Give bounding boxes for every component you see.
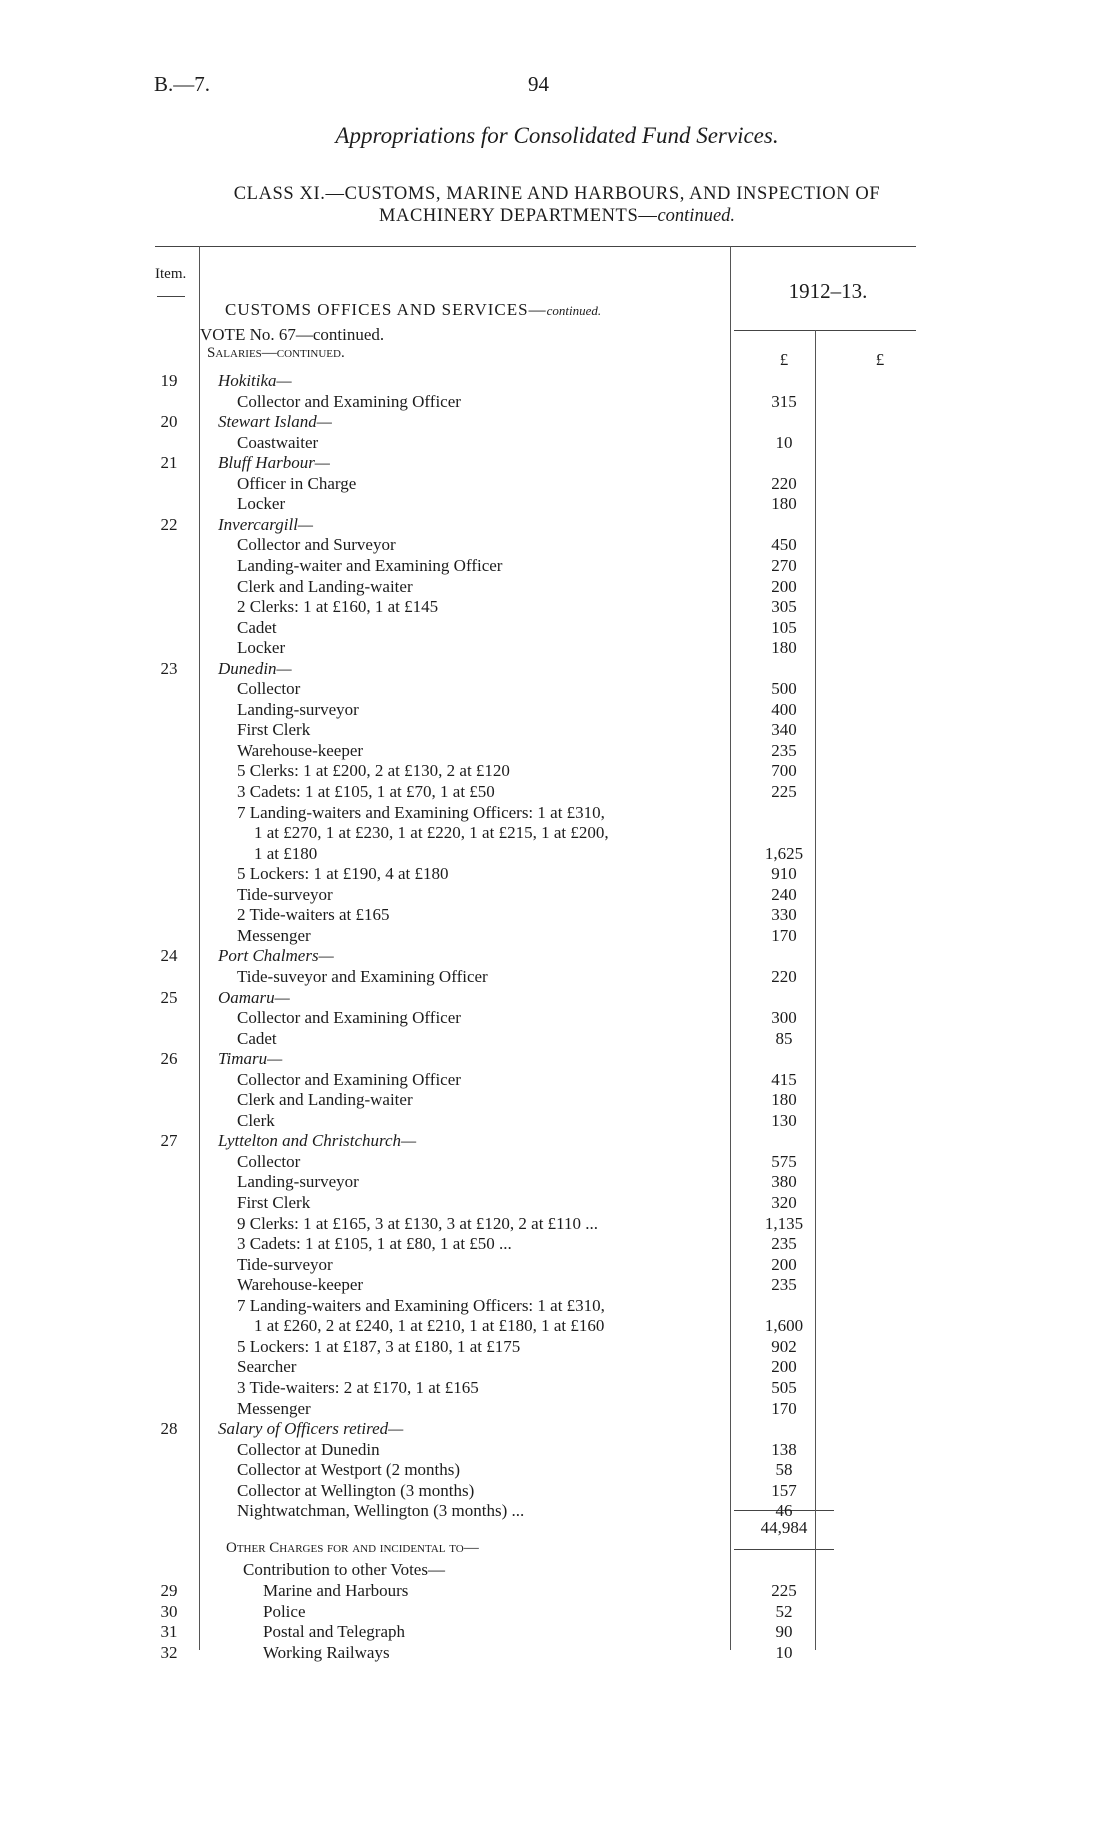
item-description: Locker — [237, 638, 286, 658]
table-row — [0, 392, 1114, 412]
table-row — [0, 474, 1114, 494]
table-row — [0, 597, 1114, 617]
table-row — [0, 885, 1114, 905]
station-name: Port Chalmers— — [218, 946, 334, 966]
table-row — [0, 535, 1114, 555]
table-row — [0, 1296, 1114, 1316]
station-heading-row — [0, 453, 1114, 473]
item-number: 29 — [160, 1581, 178, 1600]
station-heading-row — [0, 946, 1114, 966]
item-description: 5 Lockers: 1 at £187, 3 at £180, 1 at £175 — [237, 1336, 521, 1356]
station-name: Hokitika— — [218, 371, 292, 390]
item-amount: 240 — [771, 884, 797, 904]
item-amount: 910 — [771, 864, 797, 884]
table-row — [0, 494, 1114, 514]
document-reference: B.—7. — [154, 72, 211, 96]
item-amount: 130 — [771, 1110, 797, 1130]
item-amount: 180 — [771, 1090, 797, 1110]
table-row — [0, 967, 1114, 987]
item-amount: 400 — [771, 699, 797, 719]
item-description: Postal and Telegraph — [263, 1622, 406, 1641]
item-amount: 225 — [771, 782, 797, 801]
item-amount: 505 — [771, 1377, 797, 1397]
item-amount: 575 — [771, 1151, 797, 1171]
item-amount: 225 — [771, 1581, 797, 1600]
station-heading-row — [0, 1049, 1114, 1069]
table-row — [0, 1378, 1114, 1398]
table-row — [0, 1501, 1114, 1521]
item-amount: 300 — [771, 1008, 797, 1028]
item-description: Tide-surveyor — [237, 884, 333, 904]
item-description: 1 at £180 — [254, 843, 318, 863]
item-amount: 270 — [771, 555, 797, 575]
vote-heading: VOTE No. 67—continued. — [200, 325, 385, 344]
item-amount: 46 — [775, 1501, 793, 1521]
item-amount: 220 — [771, 966, 797, 986]
table-row — [0, 556, 1114, 576]
item-amount: 200 — [771, 1357, 797, 1377]
item-description: Working Railways — [263, 1642, 390, 1662]
item-amount: 305 — [771, 597, 797, 617]
table-row — [0, 1255, 1114, 1275]
item-amount: 330 — [771, 905, 797, 925]
station-heading-row — [0, 1131, 1114, 1151]
table-row — [0, 864, 1114, 884]
item-description: 1 at £270, 1 at £230, 1 at £220, 1 at £215, 1 at £200, — [254, 823, 609, 843]
item-amount: 415 — [771, 1069, 797, 1089]
item-description: 2 Tide-waiters at £165 — [237, 905, 390, 925]
item-number: 21 — [160, 453, 178, 473]
table-row — [0, 1316, 1114, 1336]
item-description: Clerk and Landing-waiter — [237, 576, 413, 596]
table-row — [0, 1234, 1114, 1254]
table-row — [0, 1070, 1114, 1090]
item-amount: 138 — [771, 1439, 797, 1459]
table-row — [0, 1481, 1114, 1501]
item-number: 28 — [160, 1419, 178, 1439]
table-row — [0, 782, 1114, 802]
table-row — [0, 577, 1114, 597]
item-description: 3 Cadets: 1 at £105, 1 at £70, 1 at £50 — [237, 782, 495, 801]
year-header-underline — [734, 330, 916, 331]
item-amount: 450 — [771, 535, 797, 555]
station-name: Bluff Harbour— — [218, 453, 330, 473]
item-number: 20 — [160, 412, 178, 432]
table-row — [0, 1090, 1114, 1110]
item-description: Clerk and Landing-waiter — [237, 1090, 413, 1110]
table-row — [0, 1622, 1114, 1642]
item-description: Landing-surveyor — [237, 1172, 359, 1192]
item-amount: 1,600 — [764, 1316, 804, 1336]
item-number: 32 — [160, 1642, 178, 1662]
class-heading-line-1: CLASS XI.—CUSTOMS, MARINE AND HARBOURS, AND INSPECTION OF — [233, 184, 881, 204]
table-row — [0, 1357, 1114, 1377]
item-description: Marine and Harbours — [263, 1581, 409, 1600]
table-row — [0, 1399, 1114, 1419]
item-description: 5 Clerks: 1 at £200, 2 at £130, 2 at £120 — [237, 761, 510, 781]
table-row — [0, 1337, 1114, 1357]
item-description: First Clerk — [237, 1193, 311, 1212]
item-description: Messenger — [237, 925, 311, 945]
item-amount: 10 — [775, 432, 793, 452]
section-title-continued: continued. — [546, 303, 602, 318]
item-header-underline — [157, 296, 185, 297]
item-amount: 1,625 — [764, 843, 804, 863]
section-title-text: CUSTOMS OFFICES AND SERVICES— — [225, 300, 547, 319]
station-heading-row — [0, 371, 1114, 391]
item-amount: 902 — [771, 1336, 797, 1356]
item-description: 3 Cadets: 1 at £105, 1 at £80, 1 at £50 ... — [237, 1234, 512, 1254]
item-amount: 315 — [771, 391, 797, 411]
class-heading-continued: continued. — [657, 206, 736, 226]
table-row — [0, 1029, 1114, 1049]
contribution-heading: Contribution to other Votes— — [243, 1560, 445, 1579]
station-heading-row — [0, 1419, 1114, 1439]
table-row — [0, 823, 1114, 843]
table-row — [0, 761, 1114, 781]
item-amount: 10 — [775, 1642, 793, 1662]
item-amount: 700 — [771, 761, 797, 781]
item-amount: 220 — [771, 473, 797, 493]
table-row — [0, 1111, 1114, 1131]
item-description: 7 Landing-waiters and Examining Officers: 1 at £310, — [237, 802, 605, 822]
page-title: Appropriations for Consolidated Fund Services. — [335, 123, 779, 148]
table-row — [0, 1643, 1114, 1663]
table-row — [0, 433, 1114, 453]
station-name: Invercargill— — [218, 514, 314, 534]
subtotal-rule-bottom — [734, 1549, 834, 1550]
table-row — [0, 1275, 1114, 1295]
page-number: 94 — [528, 72, 549, 96]
station-name: Stewart Island— — [218, 412, 332, 432]
other-charges-heading: Other Charges for and incidental to— — [226, 1540, 479, 1556]
item-amount: 500 — [771, 679, 797, 699]
station-name: Timaru— — [218, 1049, 283, 1069]
item-description: Collector — [237, 679, 301, 699]
item-number: 30 — [160, 1601, 178, 1621]
table-row — [0, 1193, 1114, 1213]
item-amount: 170 — [771, 1398, 797, 1418]
station-heading-row — [0, 515, 1114, 535]
item-description: Landing-surveyor — [237, 699, 359, 719]
item-description: Messenger — [237, 1398, 311, 1418]
station-heading-row — [0, 412, 1114, 432]
item-amount: 105 — [771, 617, 797, 637]
item-amount: 200 — [771, 576, 797, 596]
item-amount: 157 — [771, 1480, 797, 1500]
item-amount: 340 — [771, 720, 797, 740]
item-description: 9 Clerks: 1 at £165, 3 at £130, 3 at £120, 2 at £110 ... — [237, 1213, 599, 1233]
item-amount: 90 — [775, 1622, 793, 1641]
table-row — [0, 638, 1114, 658]
item-description: Warehouse-keeper — [237, 1275, 364, 1295]
currency-symbol-items: £ — [779, 350, 789, 369]
item-description: Cadet — [237, 1028, 277, 1048]
item-number: 24 — [160, 946, 178, 966]
item-amount: 180 — [771, 494, 797, 514]
item-description: Coastwaiter — [237, 432, 319, 452]
item-amount: 85 — [775, 1028, 793, 1048]
table-row — [0, 1581, 1114, 1601]
item-amount: 320 — [771, 1193, 797, 1212]
table-row — [0, 1440, 1114, 1460]
table-row — [0, 1152, 1114, 1172]
item-description: 2 Clerks: 1 at £160, 1 at £145 — [237, 597, 439, 617]
year-column-header: 1912–13. — [788, 279, 868, 303]
currency-symbol-totals: £ — [875, 350, 885, 369]
item-amount: 235 — [771, 1275, 797, 1295]
station-name: Dunedin— — [218, 658, 292, 678]
item-description: Collector at Westport (2 months) — [237, 1460, 461, 1480]
item-description: Tide-suveyor and Examining Officer — [237, 966, 488, 986]
item-amount: 170 — [771, 925, 797, 945]
station-heading-row — [0, 988, 1114, 1008]
table-row — [0, 618, 1114, 638]
table-row — [0, 700, 1114, 720]
table-row — [0, 844, 1114, 864]
item-number: 23 — [160, 658, 178, 678]
station-name: Salary of Officers retired— — [218, 1419, 404, 1439]
table-row — [0, 926, 1114, 946]
item-amount: 235 — [771, 740, 797, 760]
item-description: Nightwatchman, Wellington (3 months) ... — [237, 1501, 525, 1521]
item-description: First Clerk — [237, 720, 311, 740]
item-description: Collector and Surveyor — [237, 535, 396, 555]
item-description: Cadet — [237, 617, 277, 637]
item-amount: 180 — [771, 638, 797, 658]
class-heading-line-2-text: MACHINERY DEPARTMENTS— — [378, 206, 658, 226]
table-row — [0, 741, 1114, 761]
item-number: 31 — [160, 1622, 178, 1641]
class-heading-line-2 — [0, 206, 1114, 227]
item-description: 7 Landing-waiters and Examining Officers: 1 at £310, — [237, 1295, 605, 1315]
salaries-subtotal: 44,984 — [760, 1518, 808, 1537]
table-row — [0, 1460, 1114, 1480]
item-description: Collector and Examining Officer — [237, 1069, 461, 1089]
table-top-rule — [155, 246, 916, 247]
table-row — [0, 679, 1114, 699]
item-number: 27 — [160, 1131, 178, 1151]
item-amount: 235 — [771, 1234, 797, 1254]
item-description: Tide-surveyor — [237, 1254, 333, 1274]
item-description: Collector and Examining Officer — [237, 391, 461, 411]
table-row — [0, 905, 1114, 925]
table-row — [0, 1602, 1114, 1622]
item-description: Collector — [237, 1151, 301, 1171]
item-description: Warehouse-keeper — [237, 740, 364, 760]
item-description: Clerk — [237, 1110, 275, 1130]
table-row — [0, 720, 1114, 740]
item-amount: 200 — [771, 1254, 797, 1274]
item-amount: 58 — [775, 1460, 793, 1480]
item-amount: 380 — [771, 1172, 797, 1192]
station-heading-row — [0, 659, 1114, 679]
item-description: Collector at Wellington (3 months) — [237, 1480, 475, 1500]
item-number: 26 — [160, 1049, 178, 1069]
table-row — [0, 1172, 1114, 1192]
table-row — [0, 803, 1114, 823]
item-description: Collector and Examining Officer — [237, 1008, 461, 1028]
salaries-heading: Salaries—continued. — [207, 345, 345, 361]
item-column-header: Item. — [155, 266, 187, 282]
section-title — [225, 300, 601, 320]
item-description: Landing-waiter and Examining Officer — [237, 555, 503, 575]
table-row — [0, 1008, 1114, 1028]
item-number: 19 — [160, 371, 178, 390]
item-number: 22 — [160, 514, 178, 534]
item-description: Searcher — [237, 1357, 297, 1377]
item-description: 3 Tide-waiters: 2 at £170, 1 at £165 — [237, 1377, 479, 1397]
item-description: Officer in Charge — [237, 473, 357, 493]
station-name: Lyttelton and Christchurch— — [218, 1131, 417, 1151]
table-row — [0, 1214, 1114, 1234]
item-description: 1 at £260, 2 at £240, 1 at £210, 1 at £180, 1 at £160 — [254, 1316, 605, 1336]
item-amount: 1,135 — [764, 1213, 804, 1233]
station-name: Oamaru— — [218, 987, 290, 1007]
item-description: 5 Lockers: 1 at £190, 4 at £180 — [237, 864, 449, 884]
item-description: Locker — [237, 494, 286, 514]
item-description: Collector at Dunedin — [237, 1439, 380, 1459]
item-description: Police — [263, 1601, 306, 1621]
item-number: 25 — [160, 987, 178, 1007]
item-amount: 52 — [775, 1601, 793, 1621]
